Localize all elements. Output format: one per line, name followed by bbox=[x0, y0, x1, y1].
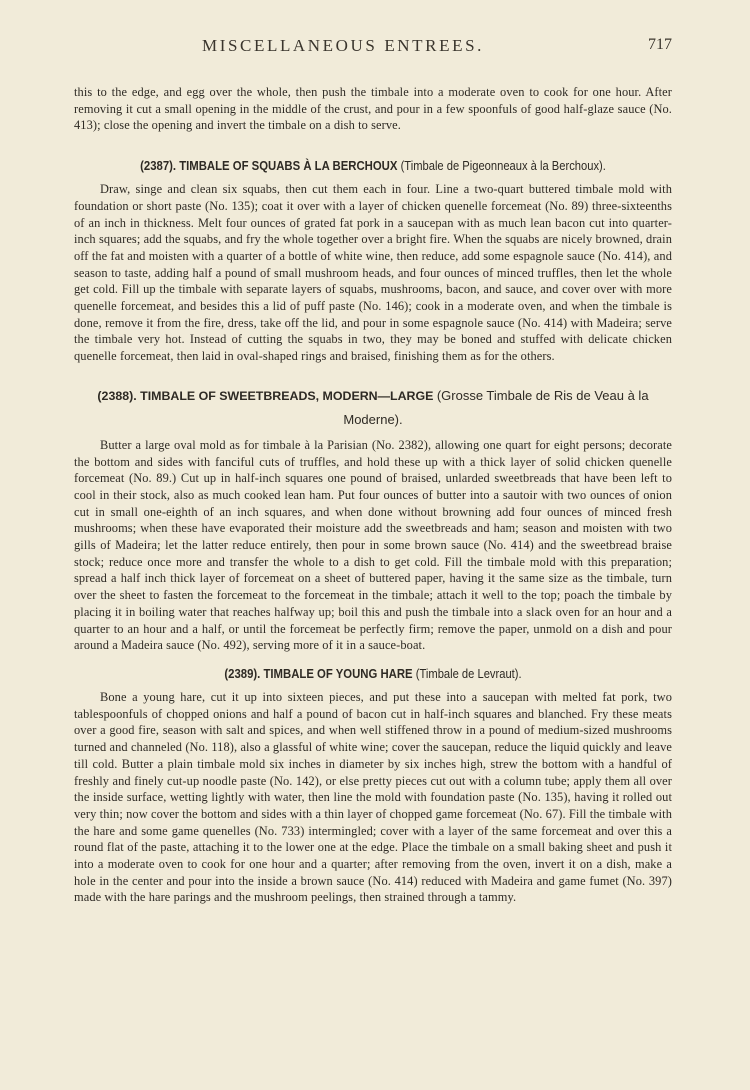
recipe-2387-subtitle: (Timbale de Pigeonneaux à la Berchoux). bbox=[400, 158, 606, 174]
recipe-2387-body: Draw, singe and clean six squabs, then cut them each in four. Line a two-quart buttered timbale mold with foundation or short paste (No. 135); coat it over with a layer of chicken quenelle forcemeat (No. 89) three-sixteenths of an inch in thickness. Melt four ounces of grated fat pork in a saucepan with as much lean bacon cut into quarter-inch squares; add the squabs, and fry the whole together over a bright fire. When the squabs are nicely browned, drain off the fat and moisten with a quarter of a bottle of white wine, then reduce, add some espagnole sauce (No. 414), and season to taste, adding half a pound of small mushroom heads, and four ounces of minced truffles, then let the whole get cold. Fill up the timbale with separate layers of squabs, mushrooms, bacon, and sauce, and cover over with more quenelle forcemeat, and besides this a lid of puff paste (No. 146); cook in a moderate oven, and when the timbale is done, remove it from the fire, dress, take off the lid, and pour in some espagnole sauce (No. 414) with Madeira; serve the timbale very hot. Instead of cutting the squabs in two, they may be boned and stuffed with delicate chicken quenelle forcemeat, then laid in oval-shaped rings and braised, finishing them as for the others. bbox=[74, 182, 672, 364]
book-page bbox=[74, 36, 672, 906]
page-number: 717 bbox=[648, 36, 672, 53]
recipe-2389-title: (2389). TIMBALE OF YOUNG HARE bbox=[224, 665, 413, 681]
recipe-2389-subtitle: (Timbale de Levraut). bbox=[415, 665, 522, 681]
recipe-2388-title: (2388). TIMBALE OF SWEETBREADS, MODERN—LARGE bbox=[97, 388, 434, 403]
recipe-2389-heading bbox=[116, 664, 630, 684]
recipe-2387-title: (2387). TIMBALE OF SQUABS À LA BERCHOUX bbox=[140, 158, 398, 174]
recipe-2388-heading-line1 bbox=[74, 384, 672, 408]
running-title: MISCELLANEOUS ENTREES. bbox=[202, 36, 484, 55]
recipe-2388-subtitle-line2: Moderne). bbox=[343, 411, 403, 427]
recipe-2388-heading bbox=[74, 384, 672, 431]
intro-paragraph: this to the edge, and egg over the whole, then push the timbale into a moderate oven to cook for one hour. After removing it cut a small opening in the middle of the crust, and pour in a few spoonfuls of good half-glaze sauce (No. 413); close the opening and invert the timbale on a dish to serve. bbox=[74, 85, 672, 133]
recipe-2388-body: Butter a large oval mold as for timbale à la Parisian (No. 2382), allowing one quart for eight persons; decorate the bottom and sides with fanciful cuts of truffles, and hold these up with a thick layer of solid chicken quenelle forcemeat (No. 89.) Cut up in half-inch squares one pound of braised, unlarded sweetbreads that have been left to cool in their stock, also as much cooked lean ham. Put four ounces of butter into a sautoir with two ounces of onion cut in small one-eighth of an inch squares, and when done without browning add four ounces of minced fresh mushrooms; when these have evaporated their moisture add the sweetbreads and ham; season and moisten with two gills of Madeira; let the latter reduce entirely, then pour in some brown sauce (No. 414) and the sweetbread braise stock; reduce once more and transfer the whole to a dish to get cold. Fill the timbale mold with this preparation; spread a half inch thick layer of forcemeat on a sheet of buttered paper, having it the same size as the timbale, turn over the sheet to fasten the forcemeat to the forcemeat in the timbale; attach it well to the top; poach the timbale by placing it in boiling water that reaches halfway up; boil this and push the timbale into a slack oven for an hour and a quarter to an hour and a half, or until the forcemeat be perfectly firm; remove the paper, unmold on a dish and pour around a Madeira sauce (No. 492), serving more of it in a sauce-boat. bbox=[74, 437, 672, 653]
recipe-2387-heading bbox=[116, 156, 630, 176]
recipe-2388-subtitle-line1: (Grosse Timbale de Ris de Veau à la bbox=[436, 387, 649, 403]
running-head bbox=[74, 36, 672, 62]
recipe-2389-body: Bone a young hare, cut it up into sixteen pieces, and put these into a saucepan with melted fat pork, two tablespoonfuls of chopped onions and half a pound of bacon cut in half-inch squares and blanched. Fry these meats over a good fire, season with salt and spices, and when well stiffened throw in a pound of medium-sized mushrooms turned and channeled (No. 118), also a glassful of white wine; cover the saucepan, reduce the liquid quickly and leave till cold. Butter a plain timbale mold six inches in diameter by six inches high, strew the bottom with a handful of freshly and finely cut-up noodle paste (No. 142), or else pretty pieces cut out with a column tube; apply them all over the inside surface, wetting lightly with water, then line the mold with foundation paste (No. 135), having it rolled out very thin; now cover the bottom and sides with a thin layer of chopped game forcemeat (No. 67). Fill the timbale with the hare and some game quenelles (No. 733) intermingled; cover with a layer of the same forcemeat and over this a round flat of the paste, attaching it to the lower one at the edge. Place the timbale on a small baking sheet and push it into a moderate oven to cook for one hour and a quarter; after removing from the oven, invert it on a dish, make a hole in the center and pour into the inside a brown sauce (No. 414) reduced with Madeira and game fumet (No. 397) made with the hare parings and the mushroom peelings, then strained through a tammy. bbox=[74, 689, 672, 905]
